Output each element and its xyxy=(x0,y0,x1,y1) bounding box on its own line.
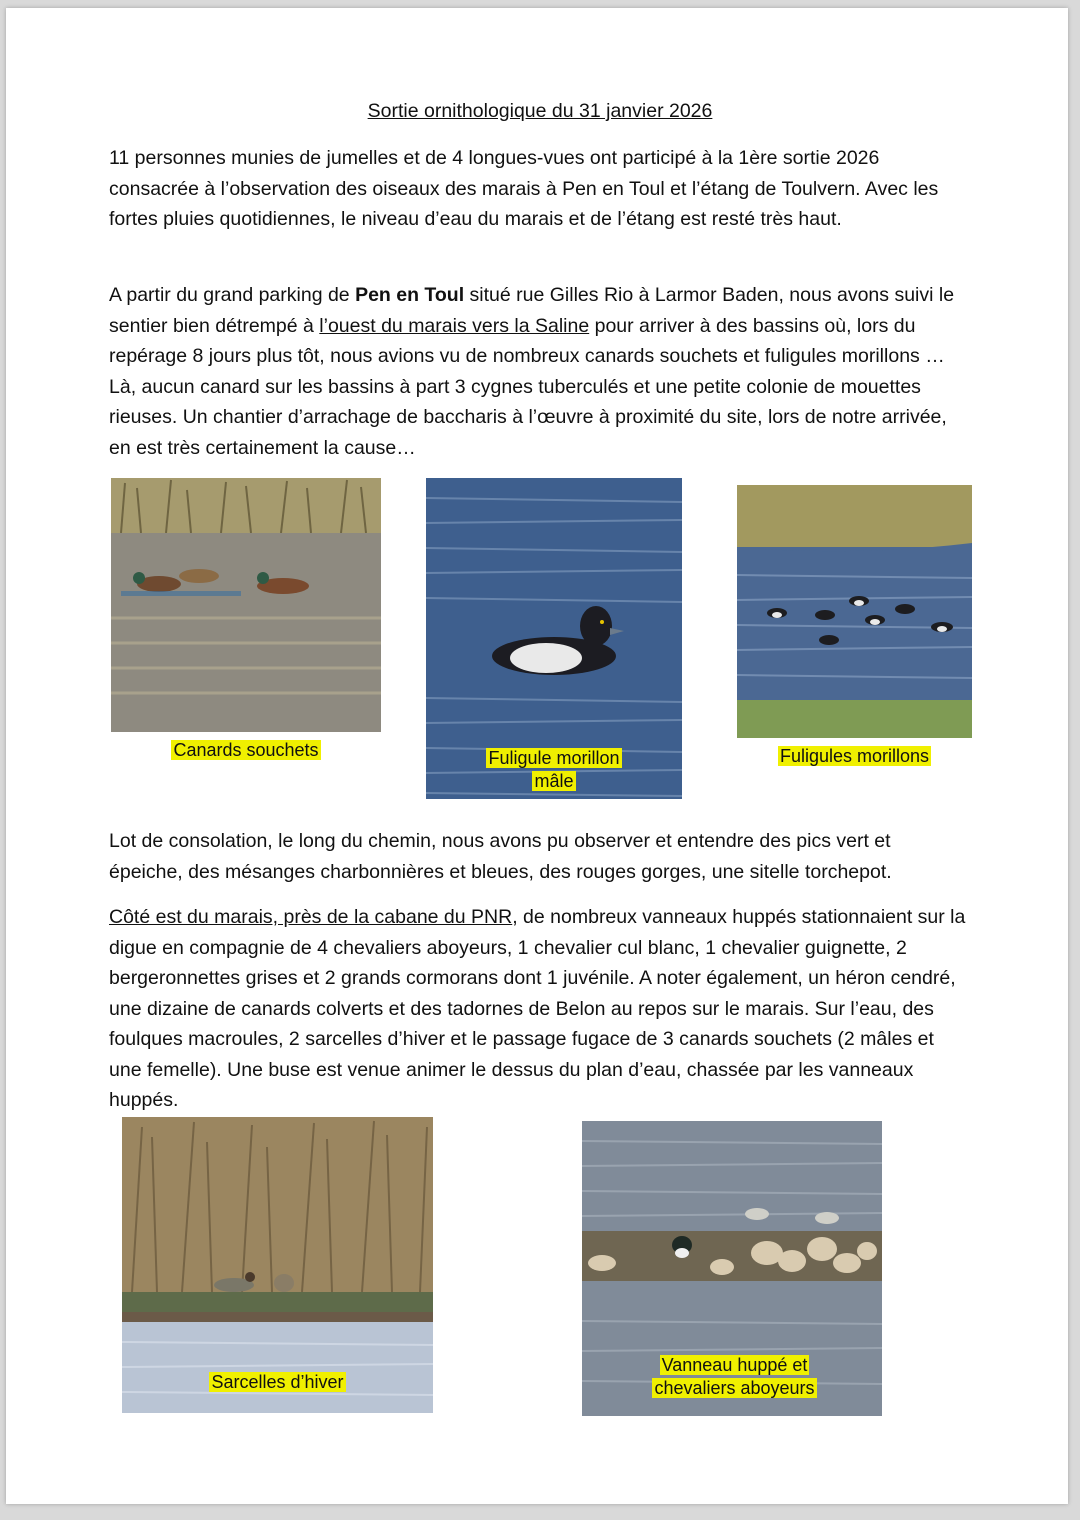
p2-text-2: situé rue Gilles Rio à Larmor Baden, nous avons suivi le sentier bien détrempé à xyxy=(109,284,955,337)
caption-line-2: mâle xyxy=(534,771,574,791)
caption-sarcelles-hiver xyxy=(122,1371,433,1394)
east-marsh-paragraph xyxy=(109,902,969,1116)
photo-canards-souchets xyxy=(111,478,381,732)
p2-text-3: pour arriver à des bassins où, lors du repérage 8 jours plus tôt, nous avions vu de nombreux canards souchets et fuligules morillons … Là, aucun canard sur les bassins à part 3 cygnes tuberculés et une petite colonie de mouettes rieuses. Un chantier d’arrachage de baccharis à l’œuvre à proximité du site, lors de notre arrivée, en est très certainement la cause… xyxy=(109,314,947,459)
photo-sarcelles-hiver xyxy=(122,1117,433,1413)
document-title: Sortie ornithologique du 31 janvier 2026 xyxy=(367,100,713,122)
caption-vanneau-chevaliers xyxy=(582,1354,887,1400)
caption-text: Sarcelles d’hiver xyxy=(211,1372,344,1392)
photo-fuligules-morillons xyxy=(737,485,972,738)
parking-paragraph xyxy=(109,280,969,463)
caption-canards-souchets xyxy=(111,739,381,762)
p2-bold-place: Pen en Toul xyxy=(355,284,465,306)
intro-paragraph: 11 personnes munies de jumelles et de 4 longues-vues ont participé à la 1ère sortie 2026 consacrée à l’observation des oiseaux des marais à Pen en Toul et l’étang de Toulvern. Avec les fortes pluies quotidiennes, le niveau d’eau du marais et de l’étang est resté très haut. xyxy=(109,147,939,230)
consolation-paragraph: Lot de consolation, le long du chemin, nous avons pu observer et entendre des pics vert et épeiche, des mésanges charbonnières et bleues, des rouges gorges, une sitelle torchepot. xyxy=(109,830,892,883)
caption-text: Fuligules morillons xyxy=(779,746,930,766)
p4-underlined-location: Côté est du marais, près de la cabane du PNR xyxy=(109,906,513,928)
caption-line-2: chevaliers aboyeurs xyxy=(654,1378,815,1398)
caption-fuligule-morillon xyxy=(411,747,697,793)
caption-text: Canards souchets xyxy=(173,740,319,760)
caption-line-1: Fuligule morillon xyxy=(488,748,620,768)
p2-underlined-route: l’ouest du marais vers la Saline xyxy=(319,314,590,337)
caption-line-1: Vanneau huppé et xyxy=(661,1355,808,1375)
p2-text-1: A partir du grand parking de xyxy=(109,284,356,306)
caption-fuligules-morillons xyxy=(737,745,972,768)
p4-text: , de nombreux vanneaux huppés stationnaient sur la digue en compagnie de 4 chevaliers aboyeurs, 1 chevalier cul blanc, 1 chevalier guignette, 2 bergeronnettes grises et 2 grands cormorans dont 1 juvénile. A noter également, un héron cendré, une dizaine de canards colverts et des tadornes de Belon au repos sur le marais. Sur l’eau, des foulques macroules, 2 sarcelles d’hiver et le passage fugace de 3 canards souchets (2 mâles et une femelle). Une buse est venue animer le dessus du plan d’eau, chassée par les vanneaux huppés. xyxy=(109,906,966,1111)
